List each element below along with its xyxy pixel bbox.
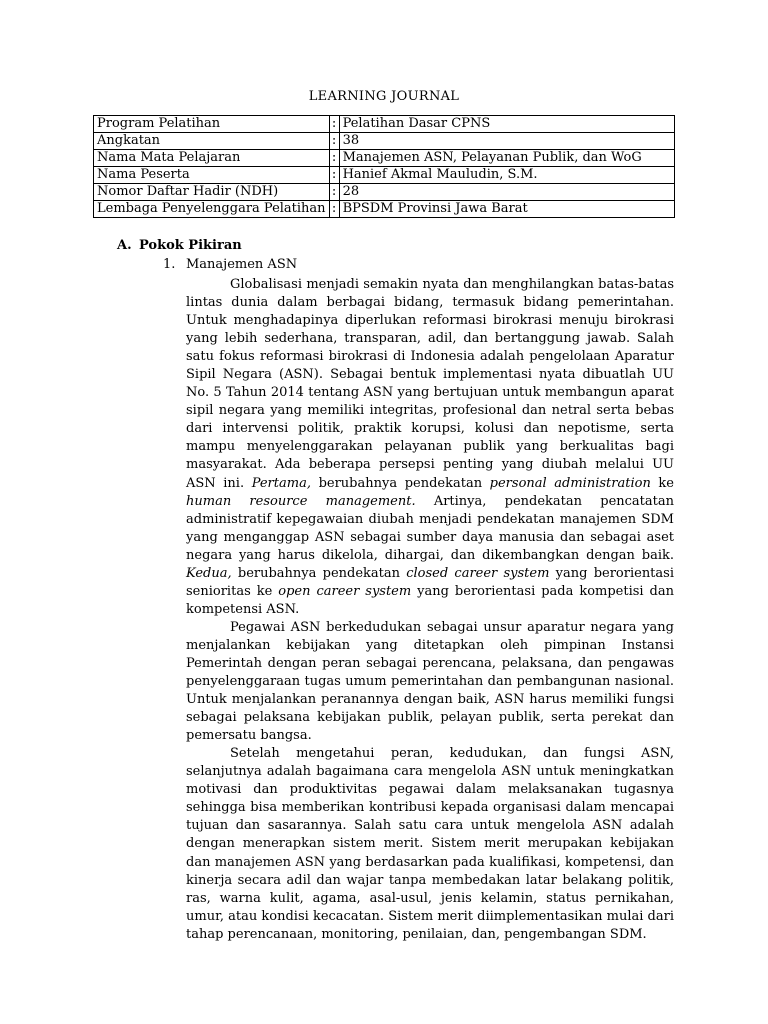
table-row: [94, 150, 675, 167]
section-letter: A.: [117, 238, 132, 253]
text-run: yang berorientasi pada kompetisi dan kompetensi ASN.: [186, 583, 674, 617]
paragraph-3: Setelah mengetahui peran, kedudukan, dan fungsi ASN, selanjutnya adalah bagaimana cara mengelola ASN untuk meningkatkan motivasi dan produktivitas pegawai dalam melaksanakan tugasnya sehingga bisa memberikan kontribusi kepada organisasi dalam mencapai tujuan dan sasarannya. Salah satu cara untuk mengelola ASN adalah dengan menerapkan sistem merit. Sistem merit merupakan kebijakan dan manajemen ASN yang berdasarkan pada kualifikasi, kompetensi, dan kinerja secara adil dan wajar tanpa membedakan latar belakang politik, ras, warna kulit, agama, asal-usul, jenis kelamin, status pernikahan, umur, atau kondisi kecacatan. Sistem merit diimplementasikan mulai dari tahap perencanaan, monitoring, penilaian, dan, pengembangan SDM.: [186, 746, 674, 942]
row-separator: :: [329, 201, 339, 218]
italic-text: open career system: [278, 583, 412, 599]
row-value: 28: [339, 184, 674, 201]
table-row: [94, 133, 675, 150]
row-value: Pelatihan Dasar CPNS: [339, 116, 674, 133]
info-table: [93, 115, 675, 218]
page-title: LEARNING JOURNAL: [308, 89, 460, 104]
row-separator: :: [329, 184, 339, 201]
row-separator: :: [329, 150, 339, 167]
table-row: [94, 167, 675, 184]
section-heading: [117, 237, 242, 255]
text-run: berubahnya pendekatan: [231, 565, 407, 581]
row-label: Angkatan: [94, 133, 330, 150]
italic-text: human resource management.: [186, 493, 416, 509]
row-label: Nama Peserta: [94, 167, 330, 184]
table-row: [94, 201, 675, 218]
subsection-number: 1.: [163, 257, 176, 272]
row-separator: :: [329, 167, 339, 184]
row-value: Manajemen ASN, Pelayanan Publik, dan WoG: [339, 150, 674, 167]
italic-text: closed career system: [406, 565, 550, 581]
text-run: ke: [650, 475, 674, 491]
text-run: Artinya, pendekatan pencatatan administratif kepegawaian diubah menjadi pendekatan manajemen SDM yang menganggap ASN sebagai sumber daya manusia dan sebagai aset negara yang harus dikelola, dihargai, dan dikembangkan dengan baik.: [186, 493, 674, 563]
italic-text: Kedua,: [186, 565, 232, 581]
table-row: [94, 184, 675, 201]
text-run: yang berorientasi senioritas ke: [186, 565, 674, 599]
subsection-title: Manajemen ASN: [186, 257, 298, 272]
body-text: [186, 276, 674, 944]
row-separator: :: [329, 133, 339, 150]
table-row: [94, 116, 675, 133]
row-value: 38: [339, 133, 674, 150]
italic-text: personal administration: [489, 475, 651, 491]
row-separator: :: [329, 116, 339, 133]
subsection-heading: [163, 256, 297, 274]
paragraph-1: [186, 276, 674, 619]
row-value: BPSDM Provinsi Jawa Barat: [339, 201, 674, 218]
italic-text: Pertama,: [251, 475, 311, 491]
row-label: Nomor Daftar Hadir (NDH): [94, 184, 330, 201]
row-label: Program Pelatihan: [94, 116, 330, 133]
row-value: Hanief Akmal Mauludin, S.M.: [339, 167, 674, 184]
paragraph-2: Pegawai ASN berkedudukan sebagai unsur aparatur negara yang menjalankan kebijakan yang ditetapkan oleh pimpinan Instansi Pemerintah dengan peran sebagai perencana, pelaksana, dan pengawas penyelenggaraan tugas umum pemerintahan dan pembangunan nasional. Untuk menjalankan peranannya dengan baik, ASN harus memiliki fungsi sebagai pelaksana kebijakan publik, pelayan publik, serta perekat dan pemersatu bangsa.: [186, 619, 674, 744]
row-label: Nama Mata Pelajaran: [94, 150, 330, 167]
section-title: Pokok Pikiran: [139, 238, 242, 253]
row-label: Lembaga Penyelenggara Pelatihan: [94, 201, 330, 218]
text-run: Globalisasi menjadi semakin nyata dan menghilangkan batas-batas lintas dunia dalam berbagai bidang, termasuk bidang pemerintahan. Untuk menghadapinya diperlukan reformasi birokrasi menuju birokrasi yang lebih sederhana, transparan, adil, dan bertanggung jawab. Salah satu fokus reformasi birokrasi di Indonesia adalah pengelolaan Aparatur Sipil Negara (ASN). Sebagai bentuk implementasi nyata dibuatlah UU No. 5 Tahun 2014 tentang ASN yang bertujuan untuk membangun aparat sipil negara yang memiliki integritas, profesional dan netral serta bebas dari intervensi politik, praktik korupsi, kolusi dan nepotisme, serta mampu menyelenggarakan pelayanan publik yang berkualitas bagi masyarakat. Ada beberapa persepsi penting yang diubah melalui UU ASN ini.: [186, 277, 674, 491]
text-run: berubahnya pendekatan: [310, 475, 490, 491]
